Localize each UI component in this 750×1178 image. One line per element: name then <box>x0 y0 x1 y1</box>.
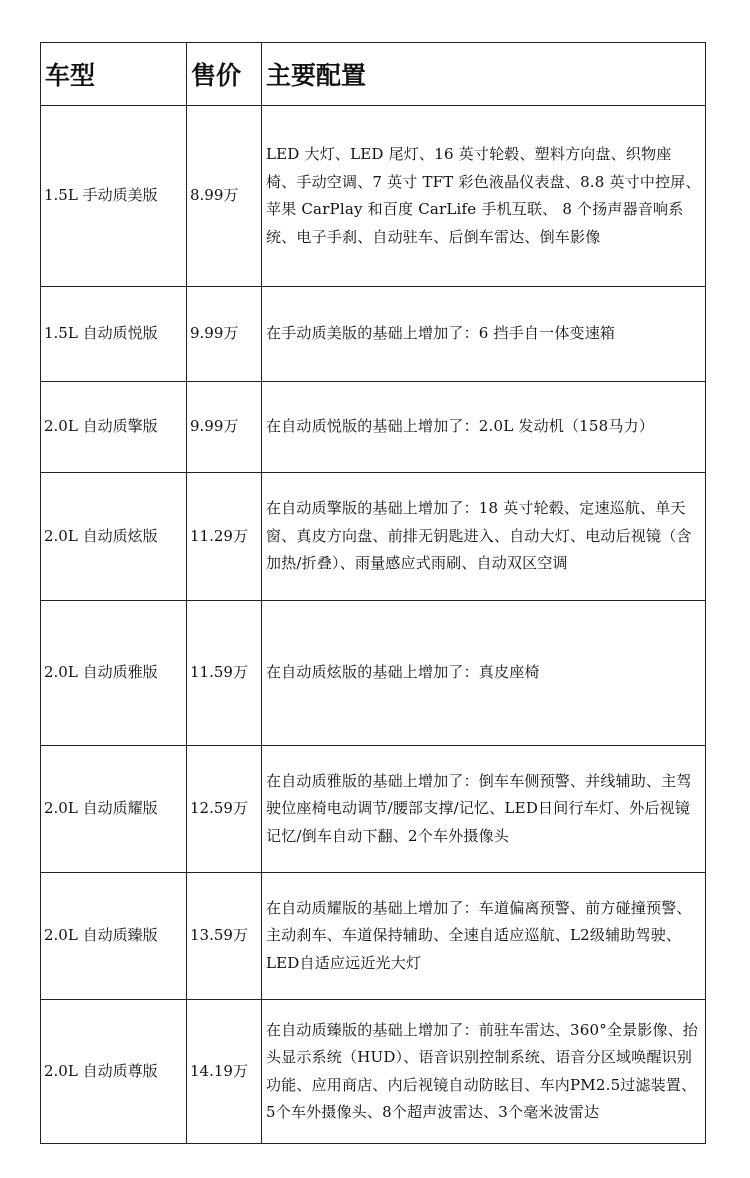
config-cell: 在自动质悦版的基础上增加了：2.0L 发动机（158马力） <box>262 382 706 473</box>
config-cell: 在自动质臻版的基础上增加了：前驻车雷达、360°全景影像、抬头显示系统（HUD）、语音识别控制系统、语音分区域唤醒识别功能、应用商店、内后视镜自动防眩目、车内PM2.5过滤装置、5个车外摄像头、8个超声波雷达、3个毫米波雷达 <box>262 1000 706 1144</box>
table-row <box>41 1000 706 1144</box>
model-cell: 2.0L 自动质炫版 <box>41 473 187 601</box>
price-cell: 12.59万 <box>187 746 262 873</box>
price-cell: 13.59万 <box>187 873 262 1000</box>
price-cell: 11.29万 <box>187 473 262 601</box>
config-cell: 在手动质美版的基础上增加了：6 挡手自一体变速箱 <box>262 287 706 382</box>
table-row <box>41 746 706 873</box>
model-cell: 2.0L 自动质尊版 <box>41 1000 187 1144</box>
table-row <box>41 382 706 473</box>
model-cell: 2.0L 自动质臻版 <box>41 873 187 1000</box>
model-cell: 2.0L 自动质雅版 <box>41 601 187 746</box>
table-row <box>41 287 706 382</box>
config-cell: LED 大灯、LED 尾灯、16 英寸轮毂、塑料方向盘、织物座椅、手动空调、7 英寸 TFT 彩色液晶仪表盘、8.8 英寸中控屏、苹果 CarPlay 和百度 CarLife 手机互联、 8 个扬声器音响系统、电子手刹、自动驻车、后倒车雷达、倒车影像 <box>262 106 706 287</box>
config-cell: 在自动质擎版的基础上增加了：18 英寸轮毂、定速巡航、单天窗、真皮方向盘、前排无钥匙进入、自动大灯、电动后视镜（含加热/折叠）、雨量感应式雨刷、自动双区空调 <box>262 473 706 601</box>
table-row <box>41 473 706 601</box>
price-cell: 11.59万 <box>187 601 262 746</box>
table-row <box>41 873 706 1000</box>
price-cell: 9.99万 <box>187 287 262 382</box>
model-cell: 1.5L 自动质悦版 <box>41 287 187 382</box>
model-cell: 2.0L 自动质耀版 <box>41 746 187 873</box>
spec-table <box>40 42 706 1144</box>
config-cell: 在自动质雅版的基础上增加了：倒车车侧预警、并线辅助、主驾驶位座椅电动调节/腰部支撑/记忆、LED日间行车灯、外后视镜记忆/倒车自动下翻、2个车外摄像头 <box>262 746 706 873</box>
model-cell: 1.5L 手动质美版 <box>41 106 187 287</box>
header-config: 主要配置 <box>262 43 706 106</box>
config-cell: 在自动质耀版的基础上增加了：车道偏离预警、前方碰撞预警、主动刹车、车道保持辅助、全速自适应巡航、L2级辅助驾驶、LED自适应远近光大灯 <box>262 873 706 1000</box>
price-cell: 14.19万 <box>187 1000 262 1144</box>
model-cell: 2.0L 自动质擎版 <box>41 382 187 473</box>
table-row <box>41 106 706 287</box>
header-price: 售价 <box>187 43 262 106</box>
price-cell: 9.99万 <box>187 382 262 473</box>
config-cell: 在自动质炫版的基础上增加了：真皮座椅 <box>262 601 706 746</box>
table-header-row <box>41 43 706 106</box>
price-cell: 8.99万 <box>187 106 262 287</box>
table-row <box>41 601 706 746</box>
header-model: 车型 <box>41 43 187 106</box>
